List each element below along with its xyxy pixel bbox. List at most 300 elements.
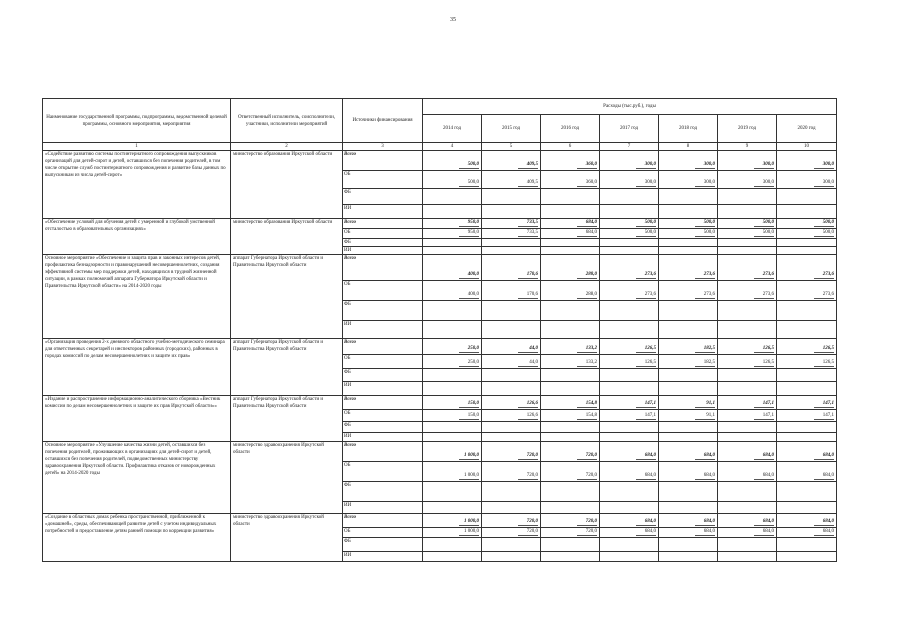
total-value-cell [423,396,482,410]
regional-budget-value: 1 000,0 [459,528,479,536]
funding-source-label: ФБ [343,538,423,552]
regional-budget-value-cell [777,355,837,369]
regional-budget-value-cell [541,410,600,422]
regional-budget-value: 500,0 [459,179,479,187]
regional-budget-value: 154,8 [577,412,597,420]
column-number: 1 [43,143,231,151]
column-number: 7 [600,143,659,151]
total-value-cell [718,255,777,281]
total-value-cell [600,396,659,410]
empty-value-cell [777,369,837,382]
empty-value-cell [600,482,659,502]
empty-value-cell [600,382,659,396]
total-value-cell [600,255,659,281]
total-value: 684,0 [754,518,774,526]
regional-budget-value-cell [777,528,837,538]
table-row [43,514,837,528]
regional-budget-value: 300,0 [695,179,715,187]
regional-budget-value: 273,6 [636,291,656,299]
regional-budget-value: 409,5 [518,179,538,187]
empty-value-cell [482,433,541,442]
total-value: 360,0 [577,161,597,169]
empty-value-cell [600,502,659,514]
empty-value-cell [423,369,482,382]
regional-budget-value: 400,0 [459,291,479,299]
page-number: 35 [450,17,456,23]
empty-value-cell [777,538,837,552]
total-value: 147,1 [636,400,656,408]
empty-value-cell [718,482,777,502]
regional-budget-value-cell [423,528,482,538]
empty-value-cell [482,239,541,247]
regional-budget-value-cell [600,462,659,482]
regional-budget-value: 147,1 [754,412,774,420]
total-value-cell [600,151,659,171]
empty-value-cell [718,239,777,247]
empty-value-cell [423,205,482,219]
regional-budget-value-cell [600,410,659,422]
column-number: 3 [343,143,423,151]
empty-value-cell [541,369,600,382]
column-number: 4 [423,143,482,151]
regional-budget-value-cell [777,281,837,301]
total-value-cell [777,219,837,229]
empty-value-cell [718,321,777,339]
funding-source-label: ФБ [343,189,423,205]
funding-source-label: ОБ [343,355,423,369]
total-value-cell [482,339,541,355]
executor-name: аппарат Губернатора Иркутской области и Правительства Иркутской области [231,396,343,442]
empty-value-cell [718,382,777,396]
funding-source-label: Всего [343,255,423,281]
table-row [43,151,837,171]
empty-value-cell [600,369,659,382]
regional-budget-value: 720,0 [577,528,597,536]
empty-value-cell [659,301,718,321]
regional-budget-value-cell [659,355,718,369]
regional-budget-value: 300,0 [754,179,774,187]
empty-value-cell [423,433,482,442]
empty-value-cell [718,502,777,514]
empty-value-cell [482,189,541,205]
table-body [43,99,837,562]
regional-budget-value: 500,0 [695,229,715,237]
regional-budget-value: 300,0 [636,179,656,187]
total-value-cell [718,396,777,410]
table-row [43,396,837,410]
regional-budget-value: 684,0 [695,472,715,480]
regional-budget-value: 147,1 [636,412,656,420]
total-value: 170,6 [518,271,538,279]
executor-name: министерство образования Иркутской области [231,151,343,219]
funding-source-label: ФБ [343,482,423,502]
empty-value-cell [659,538,718,552]
total-value-cell [541,442,600,462]
regional-budget-value: 250,0 [459,359,479,367]
empty-value-cell [600,422,659,433]
regional-budget-value: 126,5 [814,359,834,367]
total-value-cell [659,396,718,410]
empty-value-cell [718,433,777,442]
regional-budget-value-cell [541,229,600,239]
funding-source-label: ФБ [343,239,423,247]
regional-budget-value: 147,1 [814,412,834,420]
funding-source-label: ИИ [343,247,423,255]
regional-budget-value-cell [659,410,718,422]
regional-budget-value-cell [482,281,541,301]
regional-budget-value-cell [777,171,837,189]
total-value: 150,0 [459,400,479,408]
activity-name: «Содействие развитию системы постинтернатного сопровождения выпускников организаций для детей-сирот и детей, оставшихся без попечения родителей, в том числе открытие служб постинтернатного сопровождения и развитие базы данных по выпускникам из числа детей-сирот» [43,151,231,219]
total-value: 1 000,0 [459,452,479,460]
regional-budget-value-cell [659,171,718,189]
regional-budget-value-cell [423,410,482,422]
empty-value-cell [482,538,541,552]
total-value-cell [718,151,777,171]
empty-value-cell [659,422,718,433]
empty-value-cell [423,382,482,396]
total-value: 684,0 [814,518,834,526]
regional-budget-value-cell [659,462,718,482]
empty-value-cell [718,205,777,219]
total-value: 500,0 [459,161,479,169]
empty-value-cell [541,482,600,502]
regional-budget-value-cell [718,229,777,239]
regional-budget-value-cell [541,355,600,369]
empty-value-cell [718,422,777,433]
total-value-cell [541,514,600,528]
total-value-cell [777,514,837,528]
total-value-cell [482,442,541,462]
regional-budget-value: 182,5 [695,359,715,367]
total-value: 950,0 [459,219,479,227]
empty-value-cell [482,321,541,339]
empty-value-cell [423,502,482,514]
regional-budget-value: 684,0 [754,472,774,480]
header-year: 2015 год [482,115,541,143]
total-value: 44,0 [518,345,538,353]
total-value: 1 000,0 [459,518,479,526]
empty-value-cell [718,538,777,552]
regional-budget-value-cell [482,171,541,189]
empty-value-cell [423,321,482,339]
empty-value-cell [600,538,659,552]
total-value: 720,0 [577,452,597,460]
column-number: 6 [541,143,600,151]
regional-budget-value-cell [777,410,837,422]
total-value-cell [423,151,482,171]
funding-source-label: ИИ [343,382,423,396]
funding-source-label: ОБ [343,462,423,482]
funding-source-label: Всего [343,219,423,229]
column-number: 2 [231,143,343,151]
total-value-cell [659,219,718,229]
funding-source-label: Всего [343,151,423,171]
empty-value-cell [777,239,837,247]
table-row [43,219,837,229]
empty-value-cell [482,382,541,396]
regional-budget-value: 684,0 [814,472,834,480]
empty-value-cell [659,552,718,562]
total-value-cell [777,151,837,171]
empty-value-cell [541,422,600,433]
regional-budget-value-cell [482,355,541,369]
empty-value-cell [541,189,600,205]
empty-value-cell [423,482,482,502]
regional-budget-value-cell [541,462,600,482]
regional-budget-value: 126,6 [518,412,538,420]
total-value-cell [659,339,718,355]
regional-budget-value-cell [600,229,659,239]
funding-source-label: ОБ [343,528,423,538]
funding-source-label: ФБ [343,422,423,433]
empty-value-cell [482,502,541,514]
regional-budget-value-cell [600,171,659,189]
total-value: 500,0 [695,219,715,227]
regional-budget-value-cell [423,171,482,189]
total-value-cell [600,219,659,229]
total-value-cell [600,514,659,528]
total-value: 684,0 [636,452,656,460]
regional-budget-value-cell [718,410,777,422]
funding-source-label: ИИ [343,433,423,442]
total-value: 500,0 [814,219,834,227]
regional-budget-value: 91,1 [695,412,715,420]
header-year: 2018 год [659,115,718,143]
executor-name: министерство здравоохранения Иркутской области [231,514,343,562]
funding-source-label: Всего [343,514,423,528]
empty-value-cell [777,482,837,502]
total-value: 684,0 [695,518,715,526]
empty-value-cell [659,247,718,255]
header-row [43,99,837,115]
regional-budget-value-cell [718,462,777,482]
empty-value-cell [541,205,600,219]
empty-value-cell [482,247,541,255]
empty-value-cell [777,502,837,514]
regional-budget-value-cell [600,355,659,369]
executor-name: министерство образования Иркутской области [231,219,343,255]
executor-name: аппарат Губернатора Иркутской области и Правительства Иркутской области [231,339,343,396]
header-year: 2020 год [777,115,837,143]
empty-value-cell [718,247,777,255]
empty-value-cell [541,239,600,247]
regional-budget-value: 720,0 [518,528,538,536]
activity-name: «Издание и распространение информационно-аналитического сборника «Вестник комиссии по делам несовершеннолетних и защите их прав Иркутской области»» [43,396,231,442]
regional-budget-value: 44,0 [518,359,538,367]
funding-source-label: Всего [343,396,423,410]
total-value-cell [423,255,482,281]
header-year: 2014 год [423,115,482,143]
total-value: 126,5 [814,345,834,353]
regional-budget-value-cell [777,462,837,482]
regional-budget-value-cell [423,229,482,239]
regional-budget-value: 684,0 [636,528,656,536]
total-value-cell [718,219,777,229]
empty-value-cell [423,247,482,255]
regional-budget-value-cell [659,528,718,538]
total-value-cell [718,514,777,528]
total-value-cell [423,219,482,229]
total-value: 684,0 [754,452,774,460]
regional-budget-value: 500,0 [814,229,834,237]
empty-value-cell [777,321,837,339]
empty-value-cell [482,482,541,502]
regional-budget-value: 684,0 [636,472,656,480]
table-row [43,339,837,355]
regional-budget-value: 170,6 [518,291,538,299]
total-value: 91,1 [695,400,715,408]
total-value-cell [423,442,482,462]
total-value-cell [482,396,541,410]
total-value: 720,0 [577,518,597,526]
total-value-cell [659,151,718,171]
empty-value-cell [777,552,837,562]
activity-name: «Организация проведения 2-х дневного областного учебно-методического семинара для ответственных секретарей и инспекторов районных (городских), районных в городах комиссий по делам несовершеннолетних и защите их прав» [43,339,231,396]
regional-budget-value: 684,0 [814,528,834,536]
header-year: 2019 год [718,115,777,143]
total-value: 182,5 [695,345,715,353]
empty-value-cell [777,301,837,321]
funding-source-label: Всего [343,339,423,355]
total-value: 273,6 [814,271,834,279]
empty-value-cell [541,247,600,255]
empty-value-cell [777,433,837,442]
total-value-cell [600,339,659,355]
regional-budget-value: 950,0 [459,229,479,237]
empty-value-cell [718,369,777,382]
total-value-cell [777,339,837,355]
funding-source-label: ОБ [343,171,423,189]
empty-value-cell [659,239,718,247]
table-row [43,255,837,281]
total-value-cell [777,442,837,462]
empty-value-cell [600,321,659,339]
total-value: 133,2 [577,345,597,353]
total-value: 500,0 [754,219,774,227]
total-value: 300,0 [814,161,834,169]
total-value: 273,6 [754,271,774,279]
regional-budget-value: 133,2 [577,359,597,367]
total-value-cell [482,219,541,229]
regional-budget-value-cell [423,355,482,369]
regional-budget-value: 720,0 [518,472,538,480]
regional-budget-value-cell [659,229,718,239]
regional-budget-value-cell [482,462,541,482]
empty-value-cell [659,482,718,502]
funding-source-label: ФБ [343,301,423,321]
empty-value-cell [541,433,600,442]
regional-budget-value-cell [482,528,541,538]
total-value: 250,0 [459,345,479,353]
regional-budget-value-cell [600,528,659,538]
regional-budget-value: 360,0 [577,179,597,187]
executor-name: министерство здравоохранения Иркутской области [231,442,343,514]
total-value: 147,1 [754,400,774,408]
column-number: 5 [482,143,541,151]
total-value-cell [423,514,482,528]
total-value: 147,1 [814,400,834,408]
empty-value-cell [541,382,600,396]
empty-value-cell [423,552,482,562]
funding-source-label: ИИ [343,205,423,219]
regional-budget-value-cell [718,171,777,189]
regional-budget-value: 500,0 [754,229,774,237]
funding-source-label: ИИ [343,321,423,339]
header-source: Источники финансирования [343,99,423,143]
total-value-cell [541,151,600,171]
regional-budget-value-cell [423,281,482,301]
regional-budget-value: 273,6 [814,291,834,299]
funding-source-label: ОБ [343,410,423,422]
activity-name: «Создание в областных домах ребенка пространственной, приближенной к «домашней», среды, обеспечивающей развитие детей с учетом индивидуальных потребностей и предоставление детям ранней помощи по коррекции развития» [43,514,231,562]
empty-value-cell [777,205,837,219]
empty-value-cell [659,502,718,514]
empty-value-cell [777,247,837,255]
total-value: 126,5 [636,345,656,353]
total-value: 733,5 [518,219,538,227]
activity-name: Основное мероприятие «Обеспечение и защита прав и законных интересов детей, профилактика безнадзорности и правонарушений несовершеннолетних, создания эффективной системы мер поддержки детей, находящихся в трудной жизненной ситуации, в рамках полномочий аппарата Губернатора Иркутской области и Правительства Иркутской области» на 2014-2020 годы [43,255,231,339]
total-value: 684,0 [577,219,597,227]
empty-value-cell [659,382,718,396]
total-value-cell [541,219,600,229]
empty-value-cell [777,382,837,396]
executor-name: аппарат Губернатора Иркутской области и Правительства Иркутской области [231,255,343,339]
header-year: 2016 год [541,115,600,143]
empty-value-cell [600,205,659,219]
empty-value-cell [659,205,718,219]
regional-budget-value: 273,6 [695,291,715,299]
expenses-table [42,98,837,562]
empty-value-cell [600,552,659,562]
empty-value-cell [777,189,837,205]
regional-budget-value: 733,5 [518,229,538,237]
empty-value-cell [659,433,718,442]
total-value-cell [718,339,777,355]
table-row [43,442,837,462]
regional-budget-value-cell [777,229,837,239]
empty-value-cell [482,422,541,433]
regional-budget-value: 150,0 [459,412,479,420]
total-value: 273,6 [695,271,715,279]
total-value: 300,0 [695,161,715,169]
regional-budget-value: 720,0 [577,472,597,480]
total-value: 500,0 [636,219,656,227]
activity-name: Основное мероприятие «Улучшение качества жизни детей, оставшихся без попечения родителей, проживающих в организациях для детей-сирот и детей, оставшихся без попечения родителей, подведомственных министерству здравоохранения Иркутской области. Профилактика отказов от новорожденных детей» на 2014-2020 годы [43,442,231,514]
empty-value-cell [482,205,541,219]
total-value-cell [718,442,777,462]
total-value-cell [600,442,659,462]
empty-value-cell [718,189,777,205]
total-value: 409,5 [518,161,538,169]
empty-value-cell [541,321,600,339]
empty-value-cell [423,538,482,552]
empty-value-cell [541,502,600,514]
funding-source-label: ИИ [343,552,423,562]
regional-budget-value: 126,5 [754,359,774,367]
total-value-cell [659,255,718,281]
empty-value-cell [600,239,659,247]
header-year: 2017 год [600,115,659,143]
total-value: 300,0 [754,161,774,169]
regional-budget-value-cell [482,410,541,422]
empty-value-cell [659,369,718,382]
empty-value-cell [659,321,718,339]
total-value: 300,0 [636,161,656,169]
total-value: 684,0 [695,452,715,460]
funding-source-label: ОБ [343,281,423,301]
total-value: 126,6 [518,400,538,408]
